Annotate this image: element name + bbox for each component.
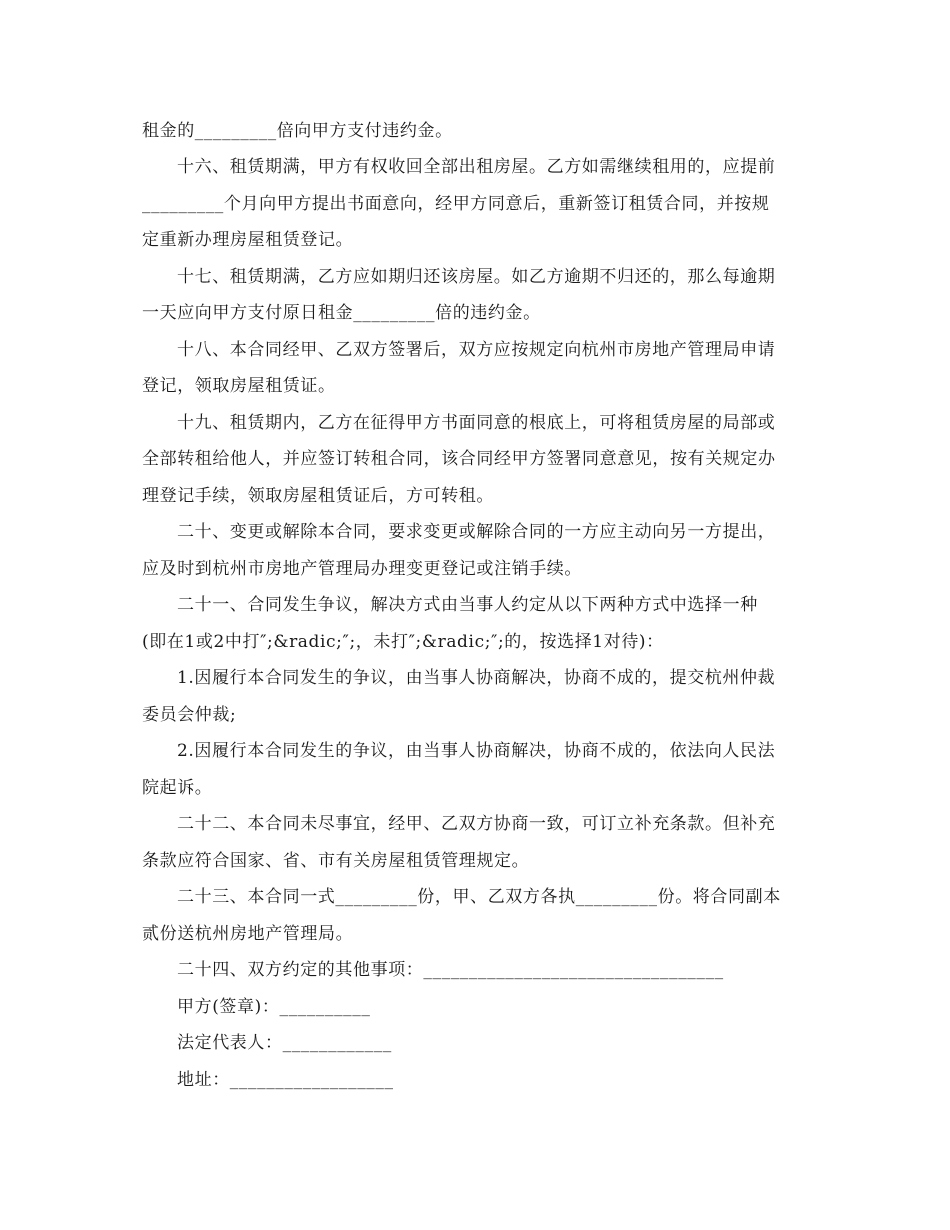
text-line: 十七、租赁期满，乙方应如期归还该房屋。如乙方逾期不归还的，那么每逾期 bbox=[177, 267, 776, 287]
text-line: 一天应向甲方支付原日租金_________倍的违约金。 bbox=[142, 303, 541, 323]
text-line: 定重新办理房屋租赁登记。 bbox=[142, 230, 354, 250]
text-line: (即在1或2中打″;&radic;″;，未打″;&radic;″;的，按选择1对待)： bbox=[142, 632, 664, 652]
text-line: 条款应符合国家、省、市有关房屋租赁管理规定。 bbox=[142, 851, 530, 871]
text-line: 院起诉。 bbox=[142, 778, 213, 798]
text-line: 二十四、双方约定的其他事项：_________________________________ bbox=[177, 960, 724, 980]
text-line: 二十三、本合同一式_________份，甲、乙双方各执_________份。将合同副本 bbox=[177, 887, 781, 907]
text-line: 应及时到杭州市房地产管理局办理变更登记或注销手续。 bbox=[142, 559, 582, 579]
text-line: _________个月向甲方提出书面意向，经甲方同意后，重新签订租赁合同，并按规 bbox=[142, 194, 770, 214]
text-line: 十九、租赁期内，乙方在征得甲方书面同意的根底上，可将租赁房屋的局部或 bbox=[177, 413, 776, 433]
text-line: 登记，领取房屋租赁证。 bbox=[142, 376, 336, 396]
text-line: 1.因履行本合同发生的争议，由当事人协商解决，协商不成的，提交杭州仲裁 bbox=[177, 668, 776, 688]
text-line: 全部转租给他人，并应签订转租合同，该合同经甲方签署同意意见，按有关规定办 bbox=[142, 449, 776, 469]
text-line: 十六、租赁期满，甲方有权收回全部出租房屋。乙方如需继续租用的，应提前 bbox=[177, 157, 776, 177]
text-line: 二十、变更或解除本合同，要求变更或解除合同的一方应主动向另一方提出， bbox=[177, 522, 776, 542]
text-line: 贰份送杭州房地产管理局。 bbox=[142, 924, 354, 944]
text-line: 理登记手续，领取房屋租赁证后，方可转租。 bbox=[142, 486, 494, 506]
text-line: 租金的_________倍向甲方支付违约金。 bbox=[142, 121, 453, 141]
text-line: 2.因履行本合同发生的争议，由当事人协商解决，协商不成的，依法向人民法 bbox=[177, 741, 776, 761]
signature-line: 地址：__________________ bbox=[177, 1070, 394, 1090]
text-line: 十八、本合同经甲、乙双方签署后，双方应按规定向杭州市房地产管理局申请 bbox=[177, 340, 776, 360]
signature-line: 法定代表人：____________ bbox=[177, 1033, 392, 1053]
signature-line: 甲方(签章)：__________ bbox=[177, 997, 371, 1017]
text-line: 二十二、本合同未尽事宜，经甲、乙双方协商一致，可订立补充条款。但补充 bbox=[177, 814, 776, 834]
text-line: 二十一、合同发生争议，解决方式由当事人约定从以下两种方式中选择一种 bbox=[177, 595, 758, 615]
text-line: 委员会仲裁; bbox=[142, 705, 237, 725]
